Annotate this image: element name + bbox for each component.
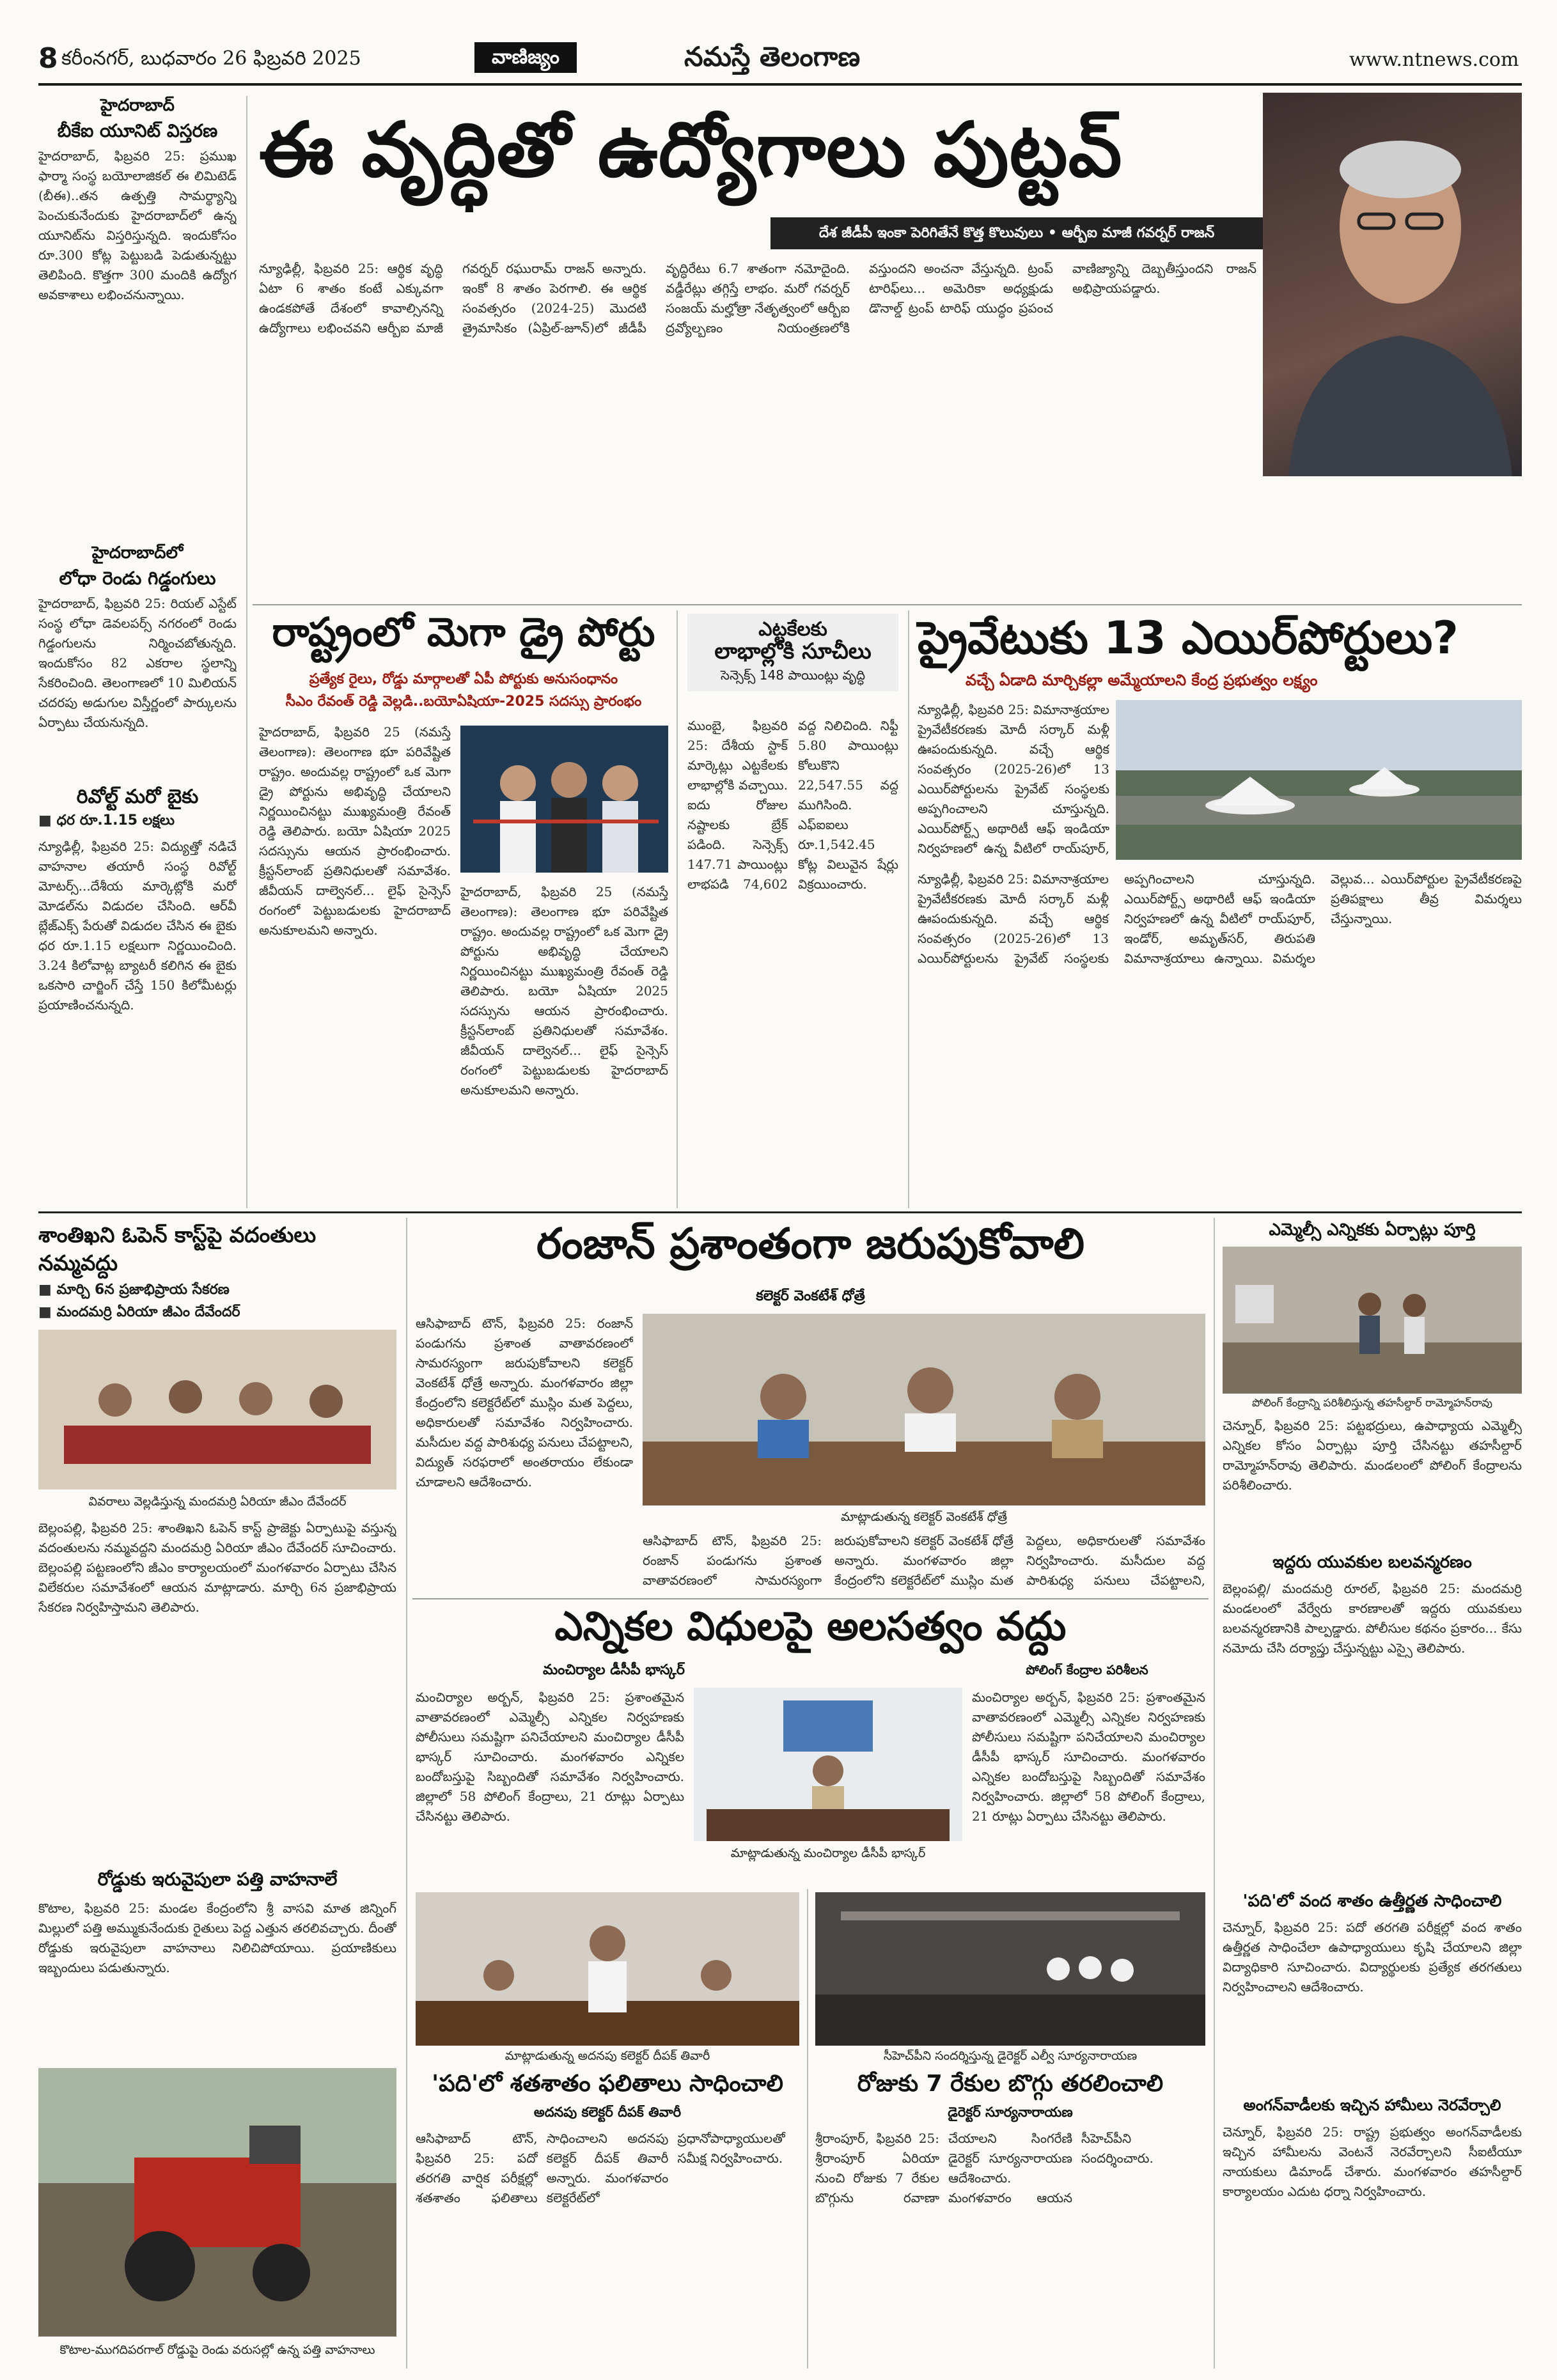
- tenth-photo: [416, 1892, 799, 2046]
- masthead-rule: [38, 83, 1522, 86]
- election-body-col1: మంచిర్యాల అర్బన్, ఫిబ్రవరి 25: ప్రశాంతమైన వాతావరణంలో ఎమ్మెల్సీ ఎన్నికల నిర్వహణకు పోలీసులు సమష్టిగా పనిచేయాలని మంచిర్యాల డీసీపీ భాస్కర్ సూచించారు. మంగళవారం ఎన్నికల బందోబస్తుపై సిబ్బందితో సమావేశం నిర్వహించారు. జిల్లాలో 58 పోలింగ్ కేంద్రాలు, 21 రూట్లు ఏర్పాటు చేసినట్టు తెలిపారు.: [416, 1690, 684, 1824]
- anganwadi-body: చెన్నూర్, ఫిబ్రవరి 25: రాష్ట్ర ప్రభుత్వం అంగన్‌వాడీలకు ఇచ్చిన హామీలను వెంటనే నెరవేర్చాలని సీఐటీయూ నాయకులు డిమాండ్ చేశారు. మంగళవారం తహసీల్దార్ కార్యాలయం ఎదుట ధర్నా నిర్వహించారు.: [1223, 2124, 1522, 2199]
- coal-byline: డైరెక్టర్ సూర్యనారాయణ: [948, 2104, 1073, 2120]
- coal-headline: రోజుకు 7 రేకుల బొగ్గు తరలించాలి: [857, 2071, 1164, 2097]
- officials-standing-icon: [416, 1892, 799, 2046]
- main-headline: ఈ వృద్ధితో ఉద్యోగాలు పుట్టవ్: [259, 105, 1123, 194]
- airport-sub: వచ్చే ఏడాది మార్చికల్లా అమ్మేయాలని కేంద్ర ప్రభుత్వం లక్ష్యం: [966, 671, 1318, 689]
- story-body: హైదరాబాద్, ఫిబ్రవరి 25: ప్రముఖ ఫార్మా సంస్థ బయోలాజికల్ ఈ లిమిటెడ్ (బీఈ)..తన ఉత్పత్తి సామర్థ్యాన్ని పెంచుకునేందుకు హైదరాబాద్‌లో ఉన్న యూనిట్‌ను విస్తరిస్తున్నది. ఇందుకోసం రూ.300 కోట్ల పెట్టుబడి పెడుతున్నట్టు తెలిపింది. కొత్తగా 300 మందికి ఉద్యోగ అవకాశాలు లభించనున్నాయి.: [38, 148, 237, 302]
- story-kicker: హైదరాబాద్: [100, 96, 175, 115]
- police-meeting-icon: [694, 1688, 962, 1841]
- market-headline1: ఎట్టకేలకు: [758, 618, 827, 641]
- story-headline: రివోల్ట్ మరో బైకు: [76, 786, 199, 808]
- ramzan-photo: [643, 1314, 1205, 1505]
- tractor-photo: [38, 2068, 396, 2337]
- coal-photo: [815, 1892, 1205, 2046]
- tractor-icon: [38, 2068, 396, 2337]
- ramzan-body-col1: ఆసిఫాబాద్ టౌన్, ఫిబ్రవరి 25: రంజాన్ పండుగను ప్రశాంత వాతావరణంలో సామరస్యంగా జరుపుకోవాలని కలెక్టర్ వెంకటేశ్ ధోత్రే అన్నారు. మంగళవారం జిల్లా కేంద్రంలోని కలెక్టరేట్‌లో ముస్లిం మత పెద్దలు, అధికారులతో సమావేశం నిర్వహించారు. మసీదుల వద్ద పారిశుధ్య పనులు చేపట్టాలని, విద్యుత్ సరఫరాలో అంతరాయం లేకుండా చూడాలని ఆదేశించారు.: [416, 1316, 633, 1489]
- airport-body-col1: న్యూఢిల్లీ, ఫిబ్రవరి 25: విమానాశ్రయాల ప్రైవేటీకరణకు మోదీ సర్కార్ మళ్లీ ఊపందుకున్నది. వచ్చే ఆర్థిక సంవత్సరం (2025-26)లో 13 ఎయిర్‌పోర్టులను ప్రైవేట్ సంస్థలకు అప్పగించాలని చూస్తున్నది. ఎయిర్‌పోర్ట్స్ అథారిటీ ఆఫ్ ఇండియా నిర్వహణలో ఉన్న వీటిలో రాయ్‌పూర్,: [918, 702, 1109, 856]
- market-body: ముంబై, ఫిబ్రవరి 25: దేశీయ స్టాక్ మార్కెట్లు ఎట్టకేలకు లాభాల్లోకి వచ్చాయి. ఐదు రోజుల నష్టాలకు బ్రేక్ పడింది. సెన్సెక్స్ 147.71 పాయింట్లు లాభపడి 74,602 వద్ద నిలిచింది. నిఫ్టీ 5.80 పాయింట్లు కోలుకొని 22,547.55 వద్ద ముగిసింది. ఎఫ్‌ఐఐలు రూ.1,542.45 కోట్ల విలువైన షేర్లు విక్రయించారు.: [687, 718, 898, 892]
- ramzan-body-cols: ఆసిఫాబాద్ టౌన్, ఫిబ్రవరి 25: రంజాన్ పండుగను ప్రశాంత వాతావరణంలో సామరస్యంగా జరుపుకోవాలని కలెక్టర్ వెంకటేశ్ ధోత్రే అన్నారు. మంగళవారం జిల్లా కేంద్రంలోని కలెక్టరేట్‌లో ముస్లిం మత పెద్దలు, అధికారులతో సమావేశం నిర్వహించారు. మసీదుల వద్ద పారిశుధ్య పనులు చేపట్టాలని,: [643, 1533, 1205, 1588]
- story-headline: బీకేఐ యూనిట్ విస్తరణ: [57, 120, 218, 141]
- row-rule: [253, 604, 1522, 605]
- story-revolt-bike: [38, 786, 237, 1233]
- tenth-headline: 'పది'లో శతశాతం ఫలితాలు సాధించాలి: [432, 2071, 783, 2097]
- story-kicker: హైదరాబాద్‌లో: [91, 543, 184, 563]
- mlc-body: చెన్నూర్, ఫిబ్రవరి 25: పట్టభద్రులు, ఉపాధ్యాయ ఎమ్మెల్సీ ఎన్నికల కోసం ఏర్పాట్లు పూర్తి చేసినట్టు తహసీల్దార్ రామ్మోహన్‌రావు తెలిపారు. మండలంలో పోలింగ్ కేంద్రాలను పరిశీలించారు.: [1223, 1418, 1522, 1493]
- row-rule: [38, 1211, 1522, 1213]
- mlc-caption: పోలింగ్ కేంద్రాన్ని పరిశీలిస్తున్న తహసీల్దార్ రామ్మోహన్‌రావు: [1252, 1397, 1492, 1410]
- port-headline: రాష్ట్రంలో మెగా డ్రై పోర్టు: [272, 609, 655, 655]
- shanti-bullet2: ■ మందమర్రి ఏరియా జీఎం దేవేందర్: [38, 1304, 396, 1323]
- shanti-caption: వివరాలు వెల్లడిస్తున్న మందమర్రి ఏరియా జీఎం దేవేందర్: [88, 1495, 347, 1509]
- coal-plant-visit-icon: [815, 1892, 1205, 2046]
- column-rule: [677, 611, 678, 1208]
- meeting-table-icon: [38, 1330, 396, 1489]
- airplanes-on-runway-icon: [1116, 700, 1522, 860]
- market-story: [687, 614, 898, 691]
- election-byline: మంచిర్యాల డీసీపీ భాస్కర్: [543, 1662, 685, 1678]
- election-caption: మాట్లాడుతున్న మంచిర్యాల డీసీపీ భాస్కర్: [730, 1846, 926, 1860]
- tractor-caption: కొటాల-ముగదిపరగాల్ రోడ్డుపై రెండు వరుసల్లో ఉన్న పత్తి వాహనాలు: [59, 2343, 375, 2357]
- anganwadi-headline: అంగన్‌వాడీలకు ఇచ్చిన హామీలు నెరవేర్చాలి: [1243, 2096, 1501, 2114]
- airport-body-cols: న్యూఢిల్లీ, ఫిబ్రవరి 25: విమానాశ్రయాల ప్రైవేటీకరణకు మోదీ సర్కార్ మళ్లీ ఊపందుకున్నది. వచ్చే ఆర్థిక సంవత్సరం (2025-26)లో 13 ఎయిర్‌పోర్టులను ప్రైవేట్ సంస్థలకు అప్పగించాలని చూస్తున్నది. ఎయిర్‌పోర్ట్స్ అథారిటీ ఆఫ్ ఇండియా నిర్వహణలో ఉన్న వీటిలో రాయ్‌పూర్, ఇండోర్, అమృత్‌సర్, తిరుపతి విమానాశ్రయాలు ఉన్నాయి. విమర్శల వెల్లువ... ఎయిర్‌పోర్టుల ప్రైవేటీకరణపై ప్రతిపక్షాలు తీవ్ర విమర్శలు చేస్తున్నాయి.: [918, 871, 1522, 966]
- ribbon-cutting-scene-icon: [460, 726, 668, 873]
- road-body: కొటాల, ఫిబ్రవరి 25: మండల కేంద్రంలోని శ్రీ వాసవి మాత జిన్నింగ్ మిల్లులో పత్తి అమ్ముకునేందుకు రైతులు పెద్ద ఎత్తున తరలివచ్చారు. దీంతో రోడ్డుకు ఇరువైపులా వాహనాలు నిలిచిపోయాయి. ప్రయాణికులు ఇబ్బందులు పడుతున్నారు.: [38, 1901, 396, 1975]
- shanti-headline: శాంతిఖని ఓపెన్ కాస్ట్‌పై వదంతులు నమ్మవద్దు: [38, 1222, 317, 1275]
- ramzan-headline: రంజాన్ ప్రశాంతంగా జరుపుకోవాలి: [536, 1219, 1085, 1268]
- port-body-col2: హైదరాబాద్, ఫిబ్రవరి 25 (నమస్తే తెలంగాణ): తెలంగాణ భూ పరివేష్టిత రాష్ట్రం. అందువల్ల రాష్ట్రంలో ఒక మెగా డ్రై పోర్టును అభివృద్ధి చేయాలని నిర్ణయించినట్టు ముఖ్యమంత్రి రేవంత్ రెడ్డి తెలిపారు. బయో ఏషియా 2025 సదస్సును ఆయన ప్రారంభించారు. క్రీస్టన్‌లాంబ్ ప్రతినిధులతో సమావేశం. జీవీయన్ దాల్వెనల్... లైఫ్ సైన్సెస్ రంగంలో పెట్టుబడులకు హైదరాబాద్ అనుకూలమని అన్నారు.: [460, 884, 668, 1098]
- rajan-photo: [1263, 93, 1522, 476]
- website: www.ntnews.com: [1349, 49, 1519, 71]
- shanti-bullet1: ■ మార్చి 6న ప్రజాభిప్రాయ సేకరణ: [38, 1282, 396, 1301]
- election-side-kicker: పోలింగ్ కేంద్రాల పరిశీలన: [1026, 1662, 1148, 1677]
- tenth-caption: మాట్లాడుతున్న అదనపు కలెక్టర్ దీపక్ తివారీ: [505, 2049, 710, 2063]
- story-bke-expansion: [38, 96, 237, 389]
- market-sub: సెన్సెక్స్ 148 పాయింట్లు వృద్ధి: [721, 667, 865, 683]
- ramzan-caption: మాట్లాడుతున్న కలెక్టర్ వెంకటేశ్ ధోత్రే: [840, 1510, 1008, 1524]
- coal-caption: సీహెచ్‌పీని సందర్శిస్తున్న డైరెక్టర్ ఎల్వీ సూర్యనారాయణ: [883, 2049, 1138, 2063]
- shanti-body: బెల్లంపల్లి, ఫిబ్రవరి 25: శాంతిఖని ఓపెన్ కాస్ట్ ప్రాజెక్టు ఏర్పాటుపై వస్తున్న వదంతులను నమ్మవద్దని మందమర్రి ఏరియా జీఎం దేవేందర్ సూచించారు. బెల్లంపల్లి పట్టణంలోని జీఎం కార్యాలయంలో మంగళవారం ఏర్పాటు చేసిన విలేకరుల సమావేశంలో ఆయన మాట్లాడారు. మార్చి 6న ప్రజాభిప్రాయ సేకరణ నిర్వహిస్తామని తెలిపారు.: [38, 1520, 396, 1615]
- polling-room-icon: [1223, 1247, 1522, 1394]
- column-rule: [406, 1218, 407, 2368]
- market-headline2: లాభాల్లోకి సూచీలు: [714, 639, 872, 664]
- paper-name: నమస్తే తెలంగాణ: [684, 41, 861, 72]
- story-body: హైదరాబాద్, ఫిబ్రవరి 25: రియల్ ఎస్టేట్ సంస్థ లోధా డెవలపర్స్ నగరంలో రెండు గిడ్డంగులను నిర్మించబోతున్నది. ఇందుకోసం 82 ఎకరాల స్థలాన్ని సేకరించింది. తెలంగాణలో 10 మిలియన్ చదరపు అడుగుల విస్తీర్ణంలో పార్కులను ఏర్పాటు చేయనున్నది.: [38, 595, 237, 730]
- column-rule: [246, 96, 247, 1208]
- youth-body: బెల్లంపల్లి/ మందమర్రి రూరల్, ఫిబ్రవరి 25: మందమర్రి మండలంలో వేర్వేరు కారణాలతో ఇద్దరు యువకులు బలవన్మరణానికి పాల్పడ్డారు. పోలీసుల కథనం ప్రకారం... కేసు నమోదు చేసి దర్యాప్తు చేస్తున్నట్టు ఎస్సై తెలిపారు.: [1223, 1581, 1522, 1656]
- airport-photo: [1116, 700, 1522, 860]
- shanti-photo: [38, 1330, 396, 1489]
- story-body: న్యూఢిల్లీ, ఫిబ్రవరి 25: విద్యుత్తో నడిచే వాహనాల తయారీ సంస్థ రివోల్ట్ మోటర్స్...దేశీయ మార్కెట్లోకి మరో మోడల్‌ను విడుదల చేసింది. ఆర్‌వీ బ్లేజ్‌ఎక్స్ పేరుతో విడుదల చేసిన ఈ బైకు ధర రూ.1.15 లక్షలుగా నిర్ణయించింది. 3.24 కిలోవాట్ల బ్యాటరీ కలిగిన ఈ బైకు ఒకసారి చార్జింగ్ చేస్తే 150 కిలోమీటర్లు ప్రయాణించనున్నది.: [38, 839, 237, 1013]
- biosia-photo: [460, 726, 668, 873]
- story-headline: లోధా రెండు గిడ్డంగులు: [59, 568, 216, 589]
- main-story-body: న్యూఢిల్లీ, ఫిబ్రవరి 25: ఆర్థిక వృద్ధి ఏటా 6 శాతం కంటే ఎక్కువగా ఉండకపోతే దేశంలో కావాల్సినన్ని ఉద్యోగాలు లభించవని ఆర్బీఐ మాజీ గవర్నర్ రఘురామ్ రాజన్ అన్నారు. ఇంకో 8 శాతం పెరగాలి. ఈ ఆర్థిక సంవత్సరం (2024-25) మొదటి త్రైమాసికం (ఏప్రిల్-జూన్)లో జీడీపీ వృద్ధిరేటు 6.7 శాతంగా నమోదైంది. వడ్డీరేట్లు తగ్గిస్తే లాభం. మరో గవర్నర్ సంజయ్ మల్హోత్రా నేతృత్వంలో ఆర్బీఐ ద్రవ్యోల్బణం నియంత్రణలోకి వస్తుందని అంచనా వేస్తున్నది. ట్రంప్ టారిఫ్‌లు... అమెరికా అధ్యక్షుడు డొనాల్డ్ ట్రంప్ టారిఫ్ యుద్ధం ప్రపంచ వాణిజ్యాన్ని దెబ్బతీస్తుందని రాజన్ అభిప్రాయపడ్డారు.: [259, 261, 1256, 336]
- airport-headline: ప్రైవేటుకు 13 ఎయిర్‌పోర్టులు?: [918, 612, 1459, 664]
- officials-at-table-icon: [643, 1314, 1205, 1505]
- ramzan-byline: కలెక్టర్ వెంకటేశ్ ధోత్రే: [756, 1288, 865, 1304]
- election-body-col2: మంచిర్యాల అర్బన్, ఫిబ్రవరి 25: ప్రశాంతమైన వాతావరణంలో ఎమ్మెల్సీ ఎన్నికల నిర్వహణకు పోలీసులు సమష్టిగా పనిచేయాలని మంచిర్యాల డీసీపీ భాస్కర్ సూచించారు. మంగళవారం ఎన్నికల బందోబస్తుపై సిబ్బందితో సమావేశం నిర్వహించారు. జిల్లాలో 58 పోలింగ్ కేంద్రాలు, 21 రూట్లు ఏర్పాటు చేసినట్టు తెలిపారు.: [972, 1690, 1205, 1824]
- person-silhouette-icon: [1263, 93, 1522, 476]
- percent-headline: 'పది'లో వంద శాతం ఉత్తీర్ణత సాధించాలి: [1242, 1892, 1502, 1911]
- row-rule: [412, 1598, 1209, 1599]
- price-bullet: ■ ధర రూ.1.15 లక్షలు: [38, 813, 237, 832]
- tenth-byline: అదనపు కలెక్టర్ దీపక్ తివారీ: [533, 2104, 682, 2120]
- port-sub1: ప్రత్యేక రైలు, రోడ్డు మార్గాలతో ఏపీ పోర్టుకు అనుసంధానం: [309, 671, 618, 687]
- port-body-col1: హైదరాబాద్, ఫిబ్రవరి 25 (నమస్తే తెలంగాణ): తెలంగాణ భూ పరివేష్టిత రాష్ట్రం. అందువల్ల రాష్ట్రంలో ఒక మెగా డ్రై పోర్టును అభివృద్ధి చేయాలని నిర్ణయించినట్టు ముఖ్యమంత్రి రేవంత్ రెడ్డి తెలిపారు. బయో ఏషియా 2025 సదస్సును ఆయన ప్రారంభించారు. క్రీస్టన్‌లాంబ్ ప్రతినిధులతో సమావేశం. జీవీయన్ దాల్వెనల్... లైఫ్ సైన్సెస్ రంగంలో పెట్టుబడులకు హైదరాబాద్ అనుకూలమని అన్నారు.: [259, 724, 451, 938]
- main-strap: దేశ జీడీపీ ఇంకా పెరిగితేనే కొత్త కొలువులు • ఆర్బీఐ మాజీ గవర్నర్ రాజన్: [771, 217, 1263, 249]
- percent-body: చెన్నూర్, ఫిబ్రవరి 25: పదో తరగతి పరీక్షల్లో వంద శాతం ఉత్తీర్ణత సాధించేలా ఉపాధ్యాయులు కృషి చేయాలని జిల్లా విద్యాధికారి సూచించారు. విద్యార్థులకు ప్రత్యేక తరగతులు నిర్వహించాలని ఆదేశించారు.: [1223, 1920, 1522, 1995]
- column-rule: [807, 1889, 808, 2368]
- column-rule: [908, 611, 909, 1208]
- mlc-photo: [1223, 1247, 1522, 1394]
- column-rule: [1214, 1218, 1215, 2368]
- tenth-body: ఆసిఫాబాద్ టౌన్, ఫిబ్రవరి 25: పదో తరగతి వార్షిక పరీక్షల్లో శతశాతం ఫలితాలు సాధించాలని అదనపు కలెక్టర్ దీపక్ తివారీ అన్నారు. మంగళవారం కలెక్టరేట్‌లో ప్రధానోపాధ్యాయులతో సమీక్ష నిర్వహించారు.: [416, 2131, 785, 2205]
- coal-body: శ్రీరాంపూర్, ఫిబ్రవరి 25: శ్రీరాంపూర్ ఏరియా నుంచి రోజుకు 7 రేకుల బొగ్గును రవాణా చేయాలని సింగరేణి డైరెక్టర్ సూర్యనారాయణ ఆదేశించారు. మంగళవారం ఆయన సీహెచ్‌పీని సందర్శించారు.: [815, 2131, 1154, 2205]
- mlc-headline: ఎమ్మెల్సీ ఎన్నికకు ఏర్పాట్లు పూర్తి: [1269, 1220, 1476, 1240]
- section-tag: వాణిజ్యం: [474, 42, 577, 73]
- dateline: కరీంనగర్, బుధవారం 26 ఫిబ్రవరి 2025: [61, 47, 361, 70]
- story-lodha-warehouses: [38, 543, 237, 824]
- election-headline: ఎన్నికల విధులపై అలసత్వం వద్దు: [554, 1603, 1067, 1649]
- port-sub2: సీఎం రేవంత్ రెడ్డి వెల్లడి..బయోఏషియా-2025 సదస్సు ప్రారంభం: [285, 694, 642, 710]
- youth-headline: ఇద్దరు యువకుల బలవన్మరణం: [1272, 1553, 1472, 1572]
- page-number: 8: [38, 42, 58, 75]
- road-headline: రోడ్డుకు ఇరువైపులా పత్తి వాహనాలే: [97, 1869, 338, 1890]
- election-photo: [694, 1688, 962, 1841]
